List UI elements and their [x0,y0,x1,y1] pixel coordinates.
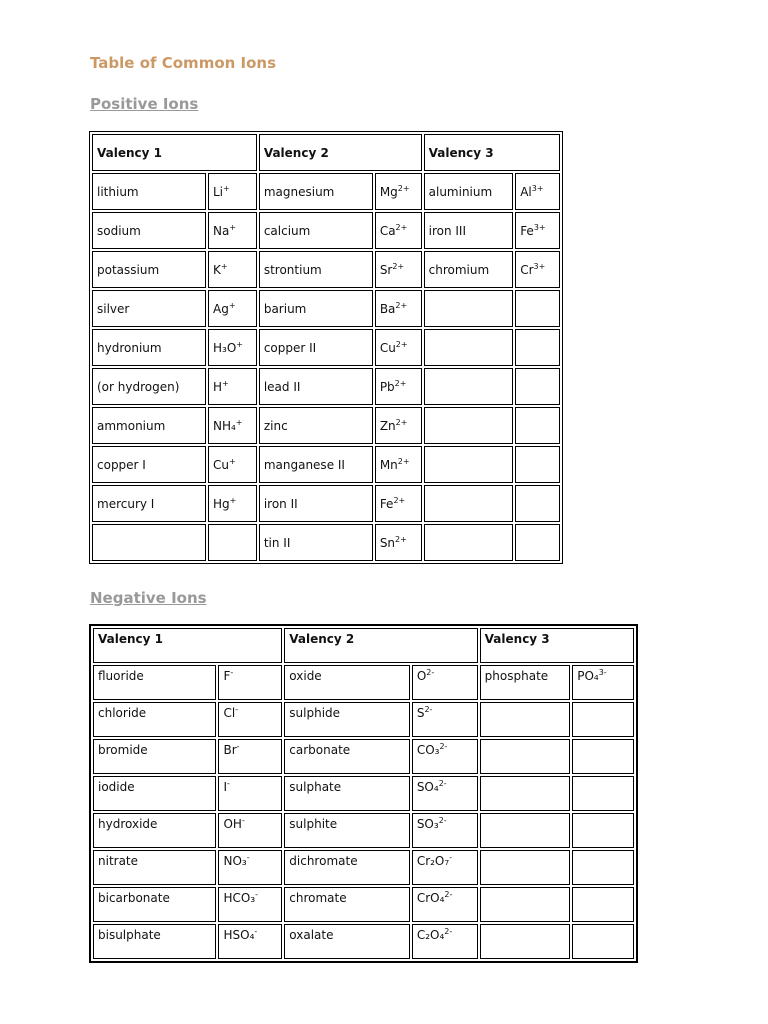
table-row [92,407,560,444]
ion-formula [412,776,478,811]
ion-name [424,524,514,561]
charge: 3+ [533,261,546,271]
ion-name: chloride [93,702,216,737]
ion-formula [218,665,282,700]
formula-base: Al [520,184,532,199]
formula-base: Fe [379,496,394,511]
ion-formula [412,924,478,959]
column-header: Valency 2 [259,134,422,171]
formula-base: CO₃ [416,743,440,757]
column-header: Valency 3 [480,628,634,663]
charge: + [229,222,237,232]
positive-ions-table [89,131,563,564]
ion-name [92,524,206,561]
charge: 2- [444,890,453,899]
formula-base: O [416,669,427,683]
ion-name: bromide [93,739,216,774]
formula-base: Mn [379,457,398,472]
table-row [93,813,634,848]
ion-formula [572,887,634,922]
charge: - [246,853,250,862]
ion-formula [572,702,634,737]
ion-formula [375,485,422,522]
formula-base: Cr₂O₇ [416,854,450,868]
ion-name: copper II [259,329,373,366]
ion-name [424,329,514,366]
table-row [92,290,560,327]
ion-formula [515,329,560,366]
charge: 2+ [395,417,408,427]
formula-base: Cr [520,262,534,277]
formula-base: K [212,262,221,277]
ion-name: barium [259,290,373,327]
ion-formula [375,290,422,327]
formula-base: CrO₄ [416,891,445,905]
header-row [93,628,634,663]
column-header: Valency 1 [93,628,282,663]
ion-name: hydroxide [93,813,216,848]
ion-name: bisulphate [93,924,216,959]
positive-ions-body [92,134,560,561]
ion-formula [572,924,634,959]
table-row [92,368,560,405]
ion-formula [412,850,478,885]
table-row [93,665,634,700]
charge: 2- [444,927,453,936]
ion-name: zinc [259,407,373,444]
ion-formula [412,813,478,848]
ion-name: silver [92,290,206,327]
ion-name: aluminium [424,173,514,210]
charge: 2- [438,816,447,825]
ion-formula [515,407,560,444]
ion-name: chromate [284,887,410,922]
charge: - [235,705,239,714]
table-row [92,446,560,483]
formula-base: PO₄ [577,669,599,683]
ion-formula [208,485,257,522]
table-row [93,739,634,774]
charge: 2- [426,668,435,677]
charge: + [228,456,236,466]
ion-name: dichromate [284,850,410,885]
ion-formula [375,446,422,483]
column-header: Valency 1 [92,134,257,171]
charge: - [230,668,234,677]
charge: - [236,742,240,751]
ion-formula [515,290,560,327]
formula-base: Pb [379,379,395,394]
formula-base: Ag [212,301,229,316]
ion-formula [208,212,257,249]
ion-name [424,368,514,405]
ion-name: carbonate [284,739,410,774]
ion-name: nitrate [93,850,216,885]
ion-name: oxalate [284,924,410,959]
charge: 2+ [393,495,406,505]
ion-formula [412,739,478,774]
ion-formula [218,813,282,848]
ion-formula [208,407,257,444]
table-row [93,887,634,922]
charge: - [254,927,258,936]
formula-base: NH₄ [212,418,236,433]
ion-name: lead II [259,368,373,405]
table-row [92,173,560,210]
formula-base: F [223,669,231,683]
charge: 2+ [394,378,407,388]
ion-name [480,850,571,885]
ion-name: sulphide [284,702,410,737]
ion-formula [572,665,634,700]
ion-name [424,407,514,444]
ion-formula [515,524,560,561]
ion-name: strontium [259,251,373,288]
ion-name: oxide [284,665,410,700]
charge: 2+ [395,339,408,349]
table-row [92,524,560,561]
formula-base: Cu [379,340,396,355]
charge: 2+ [397,456,410,466]
ion-name: sulphite [284,813,410,848]
ion-formula [515,251,560,288]
formula-base: Br [223,743,237,757]
charge: 2- [424,705,433,714]
charge: - [241,816,245,825]
ion-formula [375,212,422,249]
charge: 2+ [395,300,408,310]
ion-name: iron III [424,212,514,249]
ion-formula [572,850,634,885]
negative-ions-body [93,628,634,959]
ion-name: ammonium [92,407,206,444]
charge: + [228,300,236,310]
ion-name: chromium [424,251,514,288]
ion-name: calcium [259,212,373,249]
ion-name: iodide [93,776,216,811]
table-row [92,212,560,249]
header-row [92,134,560,171]
formula-base: Cl [223,706,236,720]
charge: + [235,417,243,427]
charge: + [222,378,229,388]
charge: 2+ [397,183,410,193]
table-row [93,924,634,959]
ion-name: magnesium [259,173,373,210]
charge: 2- [438,779,447,788]
formula-base: H₃O [212,340,237,355]
charge: - [449,853,453,862]
ion-formula [375,329,422,366]
ion-formula [208,329,257,366]
ion-name [480,702,571,737]
ion-name: bicarbonate [93,887,216,922]
ion-formula [572,739,634,774]
ion-formula [515,446,560,483]
ion-formula [218,887,282,922]
positive-ions-heading: Positive Ions [90,95,199,113]
formula-base: S [416,706,425,720]
ion-formula [208,173,257,210]
ion-formula [208,446,257,483]
ion-name [480,924,571,959]
formula-base: Sn [379,535,396,550]
formula-base: Ca [379,223,396,238]
charge: 2+ [395,222,408,232]
charge: 2- [439,742,448,751]
ion-name: mercury I [92,485,206,522]
charge: 2+ [395,534,407,544]
negative-ions-table [89,624,638,963]
formula-base: Zn [379,418,396,433]
ion-name [424,446,514,483]
formula-base: H [212,379,223,394]
negative-ions-heading: Negative Ions [90,589,207,607]
formula-base: Hg [212,496,230,511]
ion-formula [572,813,634,848]
ion-formula [375,251,422,288]
table-row [93,850,634,885]
charge: - [255,890,259,899]
ion-formula [375,524,422,561]
ion-name: phosphate [480,665,571,700]
charge: 3+ [531,183,544,193]
ion-name: sulphate [284,776,410,811]
column-header: Valency 2 [284,628,477,663]
formula-base: SO₃ [416,817,439,831]
formula-base: NO₃ [223,854,247,868]
ion-name [480,776,571,811]
ion-name [480,813,571,848]
ion-formula [208,524,257,561]
ion-formula [515,173,560,210]
table-row [93,702,634,737]
ion-formula [208,368,257,405]
ion-formula [412,665,478,700]
formula-base: OH [223,817,242,831]
ion-name: sodium [92,212,206,249]
ion-name: copper I [92,446,206,483]
formula-base: Sr [379,262,393,277]
formula-base: Mg [379,184,398,199]
ion-formula [375,407,422,444]
formula-base: Ba [379,301,396,316]
ion-formula [412,887,478,922]
table-row [92,251,560,288]
ion-formula [515,485,560,522]
formula-base: C₂O₄ [416,928,445,942]
ion-formula [218,776,282,811]
charge: - [227,779,230,788]
formula-base: HCO₃ [223,891,256,905]
page-title: Table of Common Ions [90,54,277,72]
ion-name: manganese II [259,446,373,483]
charge: + [236,339,243,349]
charge: 3- [598,668,607,677]
ion-name: tin II [259,524,373,561]
table-row [92,329,560,366]
ion-name [424,290,514,327]
ion-name [480,739,571,774]
ion-formula [375,173,422,210]
charge: + [223,183,230,193]
ion-formula [218,850,282,885]
table-row [92,485,560,522]
ion-formula [218,739,282,774]
ion-name: potassium [92,251,206,288]
ion-formula [218,702,282,737]
ion-formula [218,924,282,959]
ion-name [480,887,571,922]
ion-formula [572,776,634,811]
formula-base: Na [212,223,230,238]
ion-name: fluoride [93,665,216,700]
ion-formula [412,702,478,737]
ion-formula [375,368,422,405]
ion-formula [515,212,560,249]
ion-formula [208,251,257,288]
formula-base: HSO₄ [223,928,255,942]
column-header: Valency 3 [424,134,560,171]
formula-base: Li [212,184,224,199]
ion-name: hydronium [92,329,206,366]
charge: + [229,495,237,505]
ion-formula [208,290,257,327]
charge: 2+ [392,261,405,271]
formula-base: Cu [212,457,229,472]
ion-name: iron II [259,485,373,522]
ion-name: lithium [92,173,206,210]
ion-name [424,485,514,522]
charge: 3+ [533,222,546,232]
formula-base: Fe [520,223,534,238]
ion-formula [515,368,560,405]
formula-base: SO₄ [416,780,439,794]
ion-name: (or hydrogen) [92,368,206,405]
formula-base: I [223,780,228,794]
charge: + [220,261,228,271]
table-row [93,776,634,811]
